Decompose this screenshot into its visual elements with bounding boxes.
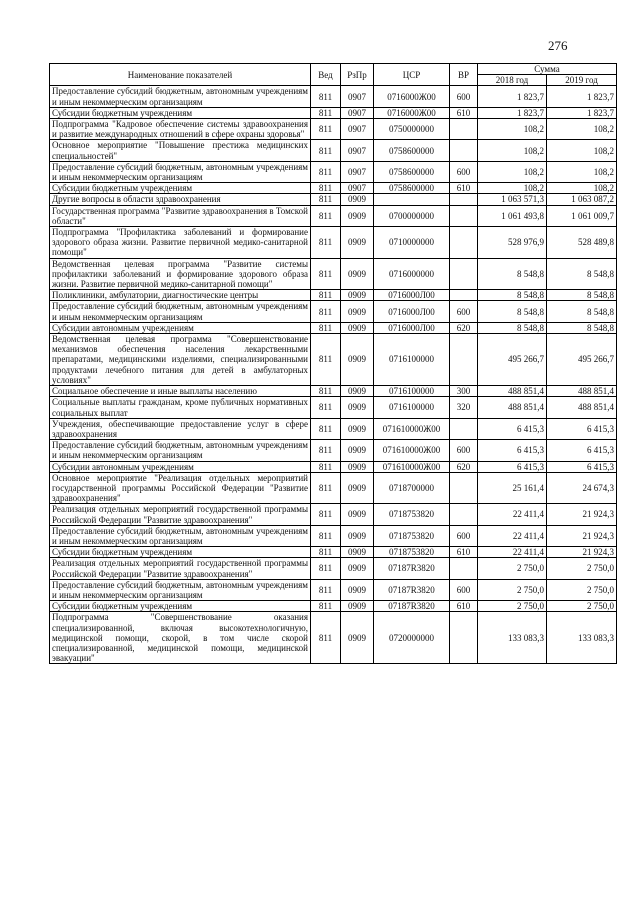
cell-2019: 488 851,4	[547, 397, 617, 418]
cell-csr: 0700000000	[374, 205, 450, 226]
cell-csr: 0716100000	[374, 397, 450, 418]
cell-csr: 0716000Л00	[374, 322, 450, 333]
cell-csr: 0710000000	[374, 227, 450, 259]
cell-name: Предоставление субсидий бюджетным, автономным учреждениям и иным некоммерческим организациям	[50, 86, 311, 107]
cell-ved: 811	[311, 558, 341, 579]
cell-name: Предоставление субсидий бюджетным, автономным учреждениям и иным некоммерческим организациям	[50, 301, 311, 322]
cell-vr	[450, 140, 478, 161]
cell-2019: 24 674,3	[547, 472, 617, 504]
cell-name: Социальное обеспечение и иные выплаты населению	[50, 386, 311, 397]
cell-ved: 811	[311, 161, 341, 182]
table-row	[50, 183, 617, 194]
cell-2018: 495 266,7	[478, 334, 547, 386]
cell-rzpr: 0909	[341, 334, 374, 386]
cell-2019: 8 548,8	[547, 322, 617, 333]
cell-2018: 1 823,7	[478, 86, 547, 107]
cell-2019: 528 489,8	[547, 227, 617, 259]
cell-2019: 6 415,3	[547, 418, 617, 439]
cell-ved: 811	[311, 258, 341, 290]
cell-rzpr: 0909	[341, 440, 374, 461]
cell-name: Субсидии бюджетным учреждениям	[50, 601, 311, 612]
cell-2019: 1 061 009,7	[547, 205, 617, 226]
cell-vr: 620	[450, 461, 478, 472]
table-row	[50, 418, 617, 439]
header-year-2019: 2019 год	[547, 75, 617, 86]
cell-rzpr: 0909	[341, 525, 374, 546]
cell-csr: 0716000Л00	[374, 301, 450, 322]
page-number: 276	[548, 38, 568, 53]
cell-ved: 811	[311, 472, 341, 504]
table-row	[50, 205, 617, 226]
cell-2018: 108,2	[478, 183, 547, 194]
table-row	[50, 386, 617, 397]
cell-ved: 811	[311, 86, 341, 107]
table-row	[50, 290, 617, 301]
table-row	[50, 547, 617, 558]
cell-vr: 600	[450, 579, 478, 600]
table-row	[50, 301, 617, 322]
header-row	[50, 64, 617, 75]
cell-ved: 811	[311, 525, 341, 546]
cell-ved: 811	[311, 386, 341, 397]
table-row	[50, 440, 617, 461]
table-row	[50, 194, 617, 205]
cell-csr: 0716100000	[374, 386, 450, 397]
cell-rzpr: 0909	[341, 205, 374, 226]
table-row	[50, 397, 617, 418]
table-row	[50, 612, 617, 664]
cell-ved: 811	[311, 301, 341, 322]
cell-2018: 108,2	[478, 161, 547, 182]
cell-rzpr: 0909	[341, 418, 374, 439]
cell-2019: 1 823,7	[547, 107, 617, 118]
cell-2018: 108,2	[478, 140, 547, 161]
cell-2019: 1 063 087,2	[547, 194, 617, 205]
cell-csr: 071610000Ж00	[374, 418, 450, 439]
header-year-2018: 2018 год	[478, 75, 547, 86]
cell-2018: 25 161,4	[478, 472, 547, 504]
cell-2019: 2 750,0	[547, 579, 617, 600]
cell-vr: 610	[450, 183, 478, 194]
cell-rzpr: 0909	[341, 504, 374, 525]
cell-2018: 108,2	[478, 119, 547, 140]
cell-rzpr: 0909	[341, 472, 374, 504]
cell-ved: 811	[311, 601, 341, 612]
cell-rzpr: 0907	[341, 140, 374, 161]
cell-2019: 8 548,8	[547, 258, 617, 290]
cell-csr: 0716000Ж00	[374, 86, 450, 107]
cell-csr: 0716000Л00	[374, 290, 450, 301]
cell-csr	[374, 194, 450, 205]
cell-ved: 811	[311, 227, 341, 259]
cell-name: Государственная программа "Развитие здравоохранения в Томской области"	[50, 205, 311, 226]
cell-rzpr: 0907	[341, 86, 374, 107]
cell-name: Основное мероприятие "Повышение престижа медицинских специальностей"	[50, 140, 311, 161]
cell-vr: 610	[450, 547, 478, 558]
cell-vr: 320	[450, 397, 478, 418]
cell-vr: 600	[450, 301, 478, 322]
table-row	[50, 86, 617, 107]
cell-name: Субсидии бюджетным учреждениям	[50, 183, 311, 194]
cell-name: Подпрограмма "Совершенствование оказания специализированной, включая высокотехнологичную, медицинской помощи, скорой, в том числе скорой специализированной, медицинской помощи, медицинской эвакуации"	[50, 612, 311, 664]
cell-2018: 1 063 571,3	[478, 194, 547, 205]
cell-name: Ведомственная целевая программа "Совершенствование механизмов обеспечения населения лекарственными препаратами, медицинскими изделиями, специализированными продуктами лечебного питания для детей в амбулаторных условиях"	[50, 334, 311, 386]
cell-2019: 2 750,0	[547, 601, 617, 612]
cell-vr	[450, 205, 478, 226]
cell-2018: 488 851,4	[478, 386, 547, 397]
cell-ved: 811	[311, 322, 341, 333]
cell-ved: 811	[311, 579, 341, 600]
table-row	[50, 461, 617, 472]
cell-csr: 0716000000	[374, 258, 450, 290]
cell-vr: 600	[450, 440, 478, 461]
cell-csr: 07187R3820	[374, 579, 450, 600]
cell-rzpr: 0907	[341, 161, 374, 182]
cell-2018: 2 750,0	[478, 579, 547, 600]
cell-ved: 811	[311, 205, 341, 226]
cell-2019: 6 415,3	[547, 440, 617, 461]
table-row	[50, 558, 617, 579]
header-vr: ВР	[450, 64, 478, 86]
cell-name: Учреждения, обеспечивающие предоставление услуг в сфере здравоохранения	[50, 418, 311, 439]
cell-2018: 8 548,8	[478, 301, 547, 322]
cell-2018: 1 061 493,8	[478, 205, 547, 226]
header-rzpr: РзПр	[341, 64, 374, 86]
cell-rzpr: 0909	[341, 301, 374, 322]
cell-2018: 488 851,4	[478, 397, 547, 418]
cell-vr: 610	[450, 601, 478, 612]
header-name: Наименование показателей	[50, 64, 311, 86]
cell-2019: 108,2	[547, 161, 617, 182]
table-row	[50, 579, 617, 600]
cell-2019: 8 548,8	[547, 290, 617, 301]
cell-2018: 8 548,8	[478, 290, 547, 301]
cell-vr: 600	[450, 525, 478, 546]
cell-vr	[450, 334, 478, 386]
cell-csr: 0718753820	[374, 547, 450, 558]
cell-2019: 2 750,0	[547, 558, 617, 579]
cell-ved: 811	[311, 461, 341, 472]
cell-rzpr: 0909	[341, 547, 374, 558]
table-row	[50, 227, 617, 259]
cell-rzpr: 0909	[341, 227, 374, 259]
cell-vr	[450, 612, 478, 664]
cell-rzpr: 0907	[341, 119, 374, 140]
cell-2018: 6 415,3	[478, 461, 547, 472]
cell-name: Другие вопросы в области здравоохранения	[50, 194, 311, 205]
cell-vr	[450, 290, 478, 301]
cell-2018: 22 411,4	[478, 525, 547, 546]
cell-2018: 528 976,9	[478, 227, 547, 259]
cell-2018: 6 415,3	[478, 418, 547, 439]
cell-ved: 811	[311, 183, 341, 194]
cell-2018: 8 548,8	[478, 322, 547, 333]
header-csr: ЦСР	[374, 64, 450, 86]
cell-rzpr: 0909	[341, 601, 374, 612]
cell-2018: 133 083,3	[478, 612, 547, 664]
cell-ved: 811	[311, 440, 341, 461]
cell-ved: 811	[311, 612, 341, 664]
cell-2019: 488 851,4	[547, 386, 617, 397]
cell-name: Предоставление субсидий бюджетным, автономным учреждениям и иным некоммерческим организациям	[50, 161, 311, 182]
cell-name: Субсидии бюджетным учреждениям	[50, 107, 311, 118]
cell-name: Реализация отдельных мероприятий государственной программы Российской Федерации "Развитие здравоохранения"	[50, 558, 311, 579]
cell-name: Предоставление субсидий бюджетным, автономным учреждениям и иным некоммерческим организациям	[50, 525, 311, 546]
cell-rzpr: 0907	[341, 107, 374, 118]
cell-name: Субсидии автономным учреждениям	[50, 322, 311, 333]
cell-csr: 0758600000	[374, 161, 450, 182]
cell-2018: 2 750,0	[478, 558, 547, 579]
cell-vr	[450, 504, 478, 525]
table-row	[50, 107, 617, 118]
cell-2018: 6 415,3	[478, 440, 547, 461]
cell-csr: 0720000000	[374, 612, 450, 664]
cell-vr	[450, 119, 478, 140]
cell-name: Поликлиники, амбулатории, диагностические центры	[50, 290, 311, 301]
table-row	[50, 525, 617, 546]
table-row	[50, 258, 617, 290]
cell-csr: 0716000Ж00	[374, 107, 450, 118]
cell-rzpr: 0909	[341, 386, 374, 397]
cell-2018: 22 411,4	[478, 504, 547, 525]
cell-vr	[450, 558, 478, 579]
cell-2019: 495 266,7	[547, 334, 617, 386]
table-row	[50, 322, 617, 333]
table-row	[50, 140, 617, 161]
cell-csr: 07187R3820	[374, 601, 450, 612]
cell-csr: 0718753820	[374, 504, 450, 525]
cell-2019: 21 924,3	[547, 525, 617, 546]
table-row	[50, 504, 617, 525]
table-row	[50, 119, 617, 140]
cell-vr: 300	[450, 386, 478, 397]
cell-vr	[450, 194, 478, 205]
cell-csr: 0718700000	[374, 472, 450, 504]
cell-name: Субсидии бюджетным учреждениям	[50, 547, 311, 558]
cell-csr: 071610000Ж00	[374, 440, 450, 461]
cell-vr: 610	[450, 107, 478, 118]
cell-ved: 811	[311, 119, 341, 140]
cell-csr: 071610000Ж00	[374, 461, 450, 472]
cell-name: Основное мероприятие "Реализация отдельных мероприятий государственной программы Российской Федерации "Развитие здравоохранения"	[50, 472, 311, 504]
cell-vr	[450, 472, 478, 504]
budget-table	[49, 63, 617, 664]
cell-2018: 8 548,8	[478, 258, 547, 290]
cell-ved: 811	[311, 107, 341, 118]
cell-ved: 811	[311, 504, 341, 525]
cell-rzpr: 0909	[341, 397, 374, 418]
cell-ved: 811	[311, 418, 341, 439]
cell-ved: 811	[311, 140, 341, 161]
cell-csr: 0716100000	[374, 334, 450, 386]
header-sum: Сумма	[478, 64, 617, 75]
cell-rzpr: 0909	[341, 579, 374, 600]
cell-ved: 811	[311, 290, 341, 301]
cell-rzpr: 0907	[341, 183, 374, 194]
cell-name: Реализация отдельных мероприятий государственной программы Российской Федерации "Развитие здравоохранения"	[50, 504, 311, 525]
table-row	[50, 161, 617, 182]
cell-2019: 108,2	[547, 183, 617, 194]
cell-csr: 07187R3820	[374, 558, 450, 579]
cell-2019: 1 823,7	[547, 86, 617, 107]
cell-2019: 8 548,8	[547, 301, 617, 322]
cell-vr: 600	[450, 161, 478, 182]
cell-rzpr: 0909	[341, 258, 374, 290]
cell-2019: 108,2	[547, 119, 617, 140]
cell-csr: 0750000000	[374, 119, 450, 140]
cell-2018: 2 750,0	[478, 601, 547, 612]
cell-csr: 0758600000	[374, 183, 450, 194]
cell-csr: 0718753820	[374, 525, 450, 546]
cell-2019: 133 083,3	[547, 612, 617, 664]
cell-2018: 22 411,4	[478, 547, 547, 558]
cell-2019: 6 415,3	[547, 461, 617, 472]
cell-2019: 108,2	[547, 140, 617, 161]
cell-vr: 600	[450, 86, 478, 107]
cell-ved: 811	[311, 194, 341, 205]
cell-vr	[450, 418, 478, 439]
cell-name: Социальные выплаты гражданам, кроме публичных нормативных социальных выплат	[50, 397, 311, 418]
cell-ved: 811	[311, 397, 341, 418]
cell-csr: 0758600000	[374, 140, 450, 161]
cell-rzpr: 0909	[341, 612, 374, 664]
cell-name: Предоставление субсидий бюджетным, автономным учреждениям и иным некоммерческим организациям	[50, 579, 311, 600]
cell-name: Подпрограмма "Кадровое обеспечение системы здравоохранения и развитие международных отношений в сфере охраны здоровья"	[50, 119, 311, 140]
table-row	[50, 472, 617, 504]
cell-vr	[450, 227, 478, 259]
table-row	[50, 601, 617, 612]
table-body	[50, 86, 617, 664]
cell-rzpr: 0909	[341, 461, 374, 472]
cell-rzpr: 0909	[341, 194, 374, 205]
cell-name: Подпрограмма "Профилактика заболеваний и формирование здорового образа жизни. Развитие первичной медико-санитарной помощи"	[50, 227, 311, 259]
cell-vr: 620	[450, 322, 478, 333]
cell-rzpr: 0909	[341, 558, 374, 579]
cell-name: Предоставление субсидий бюджетным, автономным учреждениям и иным некоммерческим организациям	[50, 440, 311, 461]
cell-ved: 811	[311, 547, 341, 558]
cell-vr	[450, 258, 478, 290]
header-ved: Вед	[311, 64, 341, 86]
cell-rzpr: 0909	[341, 290, 374, 301]
cell-name: Ведомственная целевая программа "Развитие системы профилактики заболеваний и формирование здорового образа жизни. Развитие первичной медико-санитарной помощи"	[50, 258, 311, 290]
cell-2019: 21 924,3	[547, 547, 617, 558]
cell-ved: 811	[311, 334, 341, 386]
cell-2019: 21 924,3	[547, 504, 617, 525]
cell-rzpr: 0909	[341, 322, 374, 333]
table-row	[50, 334, 617, 386]
cell-name: Субсидии автономным учреждениям	[50, 461, 311, 472]
cell-2018: 1 823,7	[478, 107, 547, 118]
